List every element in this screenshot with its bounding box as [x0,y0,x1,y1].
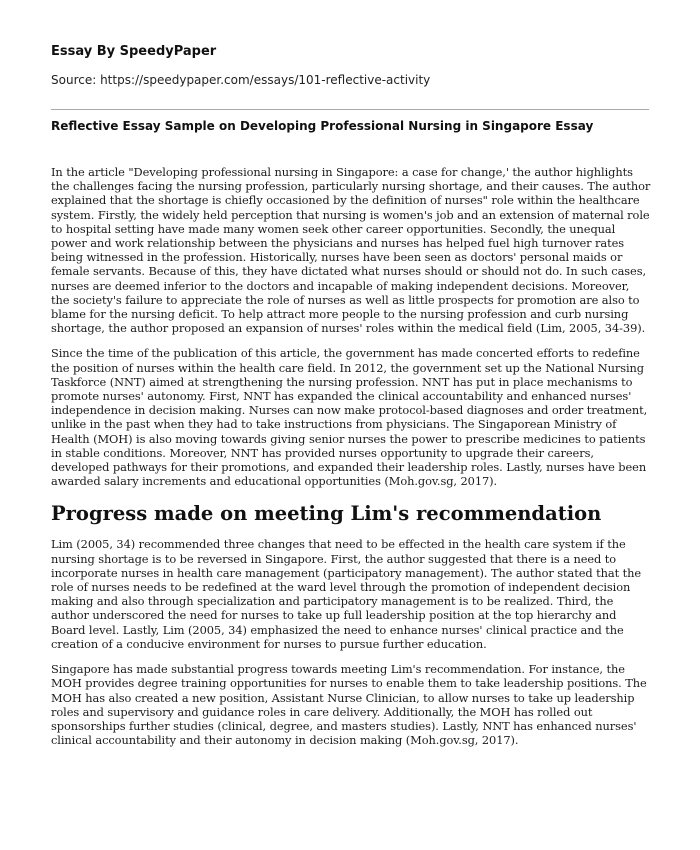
essay-title: Reflective Essay Sample on Developing Professional Nursing in Singapore Essay [51,119,594,133]
section-heading: Progress made on meeting Lim's recommendation [51,502,602,526]
paragraph-4: Singapore has made substantial progress towards meeting Lim's recommendation. For instance, the MOH provides degree training opportunities for nurses to enable them to take leadership positions. The MOH has also created a new position, Assistant Nurse Clinician, to allow nurses to take up leadership roles and supervisory and guidance roles in care delivery. Additionally, the MOH has rolled out sponsorships further studies (clinical, degree, and masters studies). Lastly, NNT has enhanced nurses' clinical accountability and their autonomy in decision making (Moh.gov.sg, 2017). [51,662,647,748]
paragraph-1: In the article "Developing professional nursing in Singapore: a case for change,' the author highlights the challenges facing the nursing profession, particularly nursing shortage, and their causes. The author explained that the shortage is chiefly occasioned by the definition of nurses" role within the healthcare system. Firstly, the widely held perception that nursing is women's job and an extension of maternal role to hospital setting have made many women seek other career opportunities. Secondly, the unequal power and work relationship between the physicians and nurses has helped fuel high turnover rates being witnessed in the profession. Historically, nurses have been seen as doctors' personal maids or female servants. Because of this, they have dictated what nurses should or should not do. In such cases, nurses are deemed inferior to the doctors and incapable of making independent decisions. Moreover, the society's failure to appreciate the role of nurses as well as little prospects for promotion are also to blame for the nursing deficit. To help attract more people to the nursing profession and curb nursing shortage, the author proposed an expansion of nurses' roles within the medical field (Lim, 2005, 34-39). [51,165,651,336]
source-line: Source: https://speedypaper.com/essays/101-reflective-activity [51,73,431,87]
header-divider [51,109,649,110]
paragraph-2: Since the time of the publication of this article, the government has made concerted efforts to redefine the position of nurses within the health care field. In 2012, the government set up the National Nursing Taskforce (NNT) aimed at strengthening the nursing profession. NNT has put in place mechanisms to promote nurses' autonomy. First, NNT has expanded the clinical accountability and enhanced nurses' independence in decision making. Nurses can now make protocol-based diagnoses and order treatment, unlike in the past when they had to take instructions from physicians. The Singaporean Ministry of Health (MOH) is also moving towards giving senior nurses the power to prescribe medicines to patients in stable conditions. Moreover, NNT has provided nurses opportunity to upgrade their careers, developed pathways for their promotions, and expanded their leadership roles. Lastly, nurses have been awarded salary increments and educational opportunities (Moh.gov.sg, 2017). [51,346,648,489]
brand-title: Essay By SpeedyPaper [51,44,217,59]
paragraph-3: Lim (2005, 34) recommended three changes that need to be effected in the health care system if the nursing shortage is to be reversed in Singapore. First, the author suggested that there is a need to incorporate nurses in health care management (participatory management). The author stated that the role of nurses needs to be redefined at the ward level through the promotion of independent decision making and also through specialization and participatory management is to be realized. Third, the author underscored the need for nurses to take up full leadership position at the top hierarchy and Board level. Lastly, Lim (2005, 34) emphasized the need to enhance nurses' clinical practice and the creation of a conducive environment for nurses to pursue further education. [51,537,642,651]
essay-body [51,165,651,747]
